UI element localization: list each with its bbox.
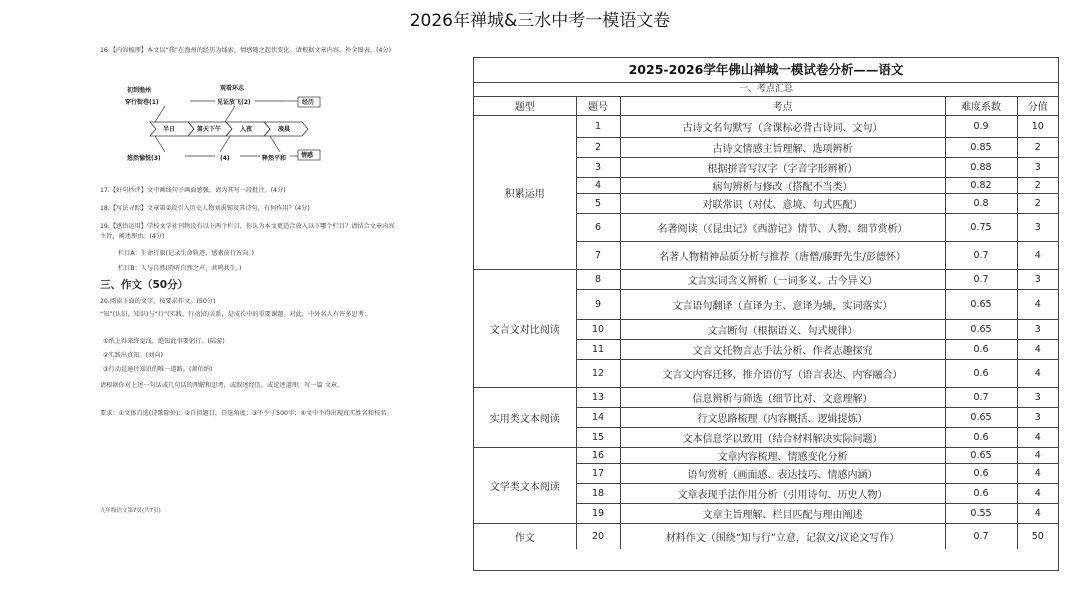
question-20-requirements: 要求：①文体自选(诗歌除外)；②自拟题目，自选角度；③不少于500字；④文中不得出现真实姓名和校名。 xyxy=(100,410,393,417)
no-cell: 17 xyxy=(576,463,620,483)
type-cell: 积累运用 xyxy=(474,115,576,269)
flow-diagram xyxy=(125,84,375,184)
no-cell: 2 xyxy=(576,137,620,157)
column-b: 栏目B：人与自然(聆听自然之声，共鸣共生。) xyxy=(118,265,242,272)
no-cell: 9 xyxy=(576,289,620,319)
question-16: 16.【内容梳理】本文以“我”在渔州的经历为线索，情感随之起伏变化。请根据文章内容，补全图表。(4分) xyxy=(100,47,392,54)
question-17: 17.【好句抄评】文中画线句子画面感强，请为其写一段批注。(4分) xyxy=(100,187,286,194)
no-cell: 6 xyxy=(576,213,620,241)
column-a: 栏目A：生命行旅(记录生命轨迹，感素前行方向。) xyxy=(118,250,254,257)
point-cell: 名著阅读（《昆虫记》《西游记》情节、人物、细节赏析） xyxy=(620,213,945,241)
page-footer: 九年级语文第7页(共7页) xyxy=(100,508,161,514)
question-20-instruction: 请根据你对上述一句话或几句话的理解和思考，或叙述经历，或论述道理，写一篇 文章。 xyxy=(100,382,344,389)
no-cell: 16 xyxy=(576,447,620,463)
point-cell: 材料作文（围绕“知与行”立意，记叙文/议论文写作） xyxy=(620,523,945,549)
score-cell: 2 xyxy=(1017,137,1058,157)
no-cell: 14 xyxy=(576,407,620,427)
no-cell: 3 xyxy=(576,157,620,177)
score-cell: 10 xyxy=(1017,115,1058,137)
difficulty-cell: 0.55 xyxy=(945,503,1017,523)
point-cell: 行文思路梳理（内容概括、逻辑提炼） xyxy=(620,407,945,427)
section-heading: 一、考点汇总 xyxy=(474,83,1058,97)
score-cell: 2 xyxy=(1017,177,1058,193)
no-cell: 7 xyxy=(576,241,620,269)
score-cell: 3 xyxy=(1017,269,1058,289)
header-cell: 难度系数 xyxy=(945,97,1017,115)
score-cell: 4 xyxy=(1017,463,1058,483)
no-cell: 11 xyxy=(576,339,620,359)
difficulty-cell: 0.82 xyxy=(945,177,1017,193)
difficulty-cell: 0.6 xyxy=(945,339,1017,359)
table-title: 2025-2026学年佛山禅城一模试卷分析——语文 xyxy=(474,58,1058,83)
exam-page xyxy=(100,46,400,576)
quote: ③行动是通往知识的唯一道路。(萧伯纳) xyxy=(103,366,213,373)
question-20: 20.阅读下面的文字，按要求作文。(50分) xyxy=(100,298,216,305)
arrow-label: 第天下午 xyxy=(197,126,222,133)
no-cell: 4 xyxy=(576,177,620,193)
point-cell: 文言文托物言志手法分析、作者志趣探究 xyxy=(620,339,945,359)
arrow-label: 凌晨 xyxy=(278,126,291,133)
point-cell: 文言实词含义辨析（一词多义、古今异义） xyxy=(620,269,945,289)
difficulty-cell: 0.65 xyxy=(945,407,1017,427)
points-table xyxy=(474,97,1058,549)
header-cell: 考点 xyxy=(620,97,945,115)
difficulty-cell: 0.88 xyxy=(945,157,1017,177)
point-cell: 病句辨析与修改（搭配不当类） xyxy=(620,177,945,193)
header-cell: 题型 xyxy=(474,97,576,115)
no-cell: 12 xyxy=(576,359,620,387)
quote: ①纸上得来终觉浅，绝知此事要躬行。(陆游) xyxy=(103,338,225,345)
no-cell: 10 xyxy=(576,319,620,339)
point-cell: 文章内容梳理、情感变化分析 xyxy=(620,447,945,463)
point-cell: 文本信息学以致用（结合材料解决实际问题） xyxy=(620,427,945,447)
difficulty-cell: 0.7 xyxy=(945,387,1017,407)
diagram-box-label: 经历 xyxy=(302,99,315,106)
diagram-box-label: 情感 xyxy=(301,152,314,159)
difficulty-cell: 0.65 xyxy=(945,447,1017,463)
no-cell: 19 xyxy=(576,503,620,523)
point-cell: 文言断句（根据语义、句式规律） xyxy=(620,319,945,339)
table-row xyxy=(474,387,1058,407)
score-cell: 4 xyxy=(1017,339,1058,359)
difficulty-cell: 0.85 xyxy=(945,137,1017,157)
difficulty-cell: 0.7 xyxy=(945,523,1017,549)
score-cell: 3 xyxy=(1017,387,1058,407)
table-row xyxy=(474,447,1058,463)
type-cell: 文学类文本阅读 xyxy=(474,447,576,523)
header-cell: 题号 xyxy=(576,97,620,115)
type-cell: 实用类文本阅读 xyxy=(474,387,576,447)
table-row xyxy=(474,269,1058,289)
difficulty-cell: 0.6 xyxy=(945,359,1017,387)
score-cell: 2 xyxy=(1017,193,1058,213)
score-cell: 4 xyxy=(1017,503,1058,523)
no-cell: 18 xyxy=(576,483,620,503)
type-cell: 文言文对比阅读 xyxy=(474,269,576,387)
difficulty-cell: 0.6 xyxy=(945,483,1017,503)
table-row xyxy=(474,115,1058,137)
score-cell: 3 xyxy=(1017,157,1058,177)
point-cell: 对联常识（对仗、意境、句式匹配） xyxy=(620,193,945,213)
no-cell: 13 xyxy=(576,387,620,407)
diagram-top-label: 观看环志 xyxy=(220,85,245,92)
difficulty-cell: 0.7 xyxy=(945,241,1017,269)
difficulty-cell: 0.7 xyxy=(945,269,1017,289)
diagram-mid-label: 穿行街巷(1) xyxy=(125,99,159,106)
point-cell: 信息辨析与筛选（细节比对、文意理解） xyxy=(620,387,945,407)
question-19: 19.【感悟运用】学校文学社刊物设有以下两个栏目，你认为本文更适合放入以下哪个栏目？请结合文章内容主旨，阐述理由。(4分) xyxy=(100,223,395,240)
diagram-top-label: 初到渔州 xyxy=(127,87,152,94)
question-18: 18.【写法寻踪】文章第②段引入历史人物刘禹锡及其诗句，有何作用？(4分) xyxy=(100,205,310,212)
difficulty-cell: 0.6 xyxy=(945,463,1017,483)
table-header-row xyxy=(474,97,1058,115)
difficulty-cell: 0.6 xyxy=(945,427,1017,447)
type-cell: 作文 xyxy=(474,523,576,549)
arrow-label: 入夜 xyxy=(240,126,253,133)
point-cell: 文章主旨理解、栏目匹配与理由阐述 xyxy=(620,503,945,523)
point-cell: 名著人物精神品质分析与推荐（唐僧/藤野先生/彭德怀） xyxy=(620,241,945,269)
score-cell: 3 xyxy=(1017,213,1058,241)
section-heading: 三、作文（50分） xyxy=(100,279,189,291)
score-cell: 4 xyxy=(1017,241,1058,269)
header-cell: 分值 xyxy=(1017,97,1058,115)
point-cell: 文言文内容迁移、推介语仿写（语言表达、内容融合） xyxy=(620,359,945,387)
arrow-label: 半日 xyxy=(163,126,176,133)
point-cell: 古诗文名句默写（含课标必背古诗词、文句） xyxy=(620,115,945,137)
score-cell: 50 xyxy=(1017,523,1058,549)
no-cell: 1 xyxy=(576,115,620,137)
diagram-bottom-label: 悠然愉悦(3) xyxy=(127,155,161,162)
point-cell: 根据拼音写汉字（字音字形辨析） xyxy=(620,157,945,177)
no-cell: 20 xyxy=(576,523,620,549)
point-cell: 古诗文情感主旨理解、选项辨析 xyxy=(620,137,945,157)
score-cell: 4 xyxy=(1017,483,1058,503)
point-cell: 语句赏析（画面感、表达技巧、情感内涵） xyxy=(620,463,945,483)
page-title: 2026年禅城&三水中考一模语文卷 xyxy=(409,11,671,31)
question-20-passage: “知”(认识、知识)与“行”(实践、行动)的关系，是成长中的重要课题。对此，中外名人有许多思考： xyxy=(100,311,370,318)
analysis-table xyxy=(473,57,1059,571)
no-cell: 8 xyxy=(576,269,620,289)
no-cell: 15 xyxy=(576,427,620,447)
difficulty-cell: 0.8 xyxy=(945,193,1017,213)
point-cell: 文章表现手法作用分析（引用诗句、历史人物） xyxy=(620,483,945,503)
score-cell: 3 xyxy=(1017,407,1058,427)
point-cell: 文言语句翻译（直译为主、意译为辅，实词落实） xyxy=(620,289,945,319)
difficulty-cell: 0.75 xyxy=(945,213,1017,241)
diagram-bottom-label: (4) xyxy=(220,155,230,162)
table-row xyxy=(474,523,1058,549)
score-cell: 3 xyxy=(1017,319,1058,339)
diagram-bottom-label: 释然平和 xyxy=(262,155,287,162)
quote: ②实践出真知。(刘向) xyxy=(103,352,163,359)
no-cell: 5 xyxy=(576,193,620,213)
diagram-mid-label: 见证放飞(2) xyxy=(217,99,251,106)
score-cell: 4 xyxy=(1017,447,1058,463)
difficulty-cell: 0.9 xyxy=(945,115,1017,137)
difficulty-cell: 0.65 xyxy=(945,319,1017,339)
score-cell: 4 xyxy=(1017,427,1058,447)
score-cell: 4 xyxy=(1017,289,1058,319)
score-cell: 4 xyxy=(1017,359,1058,387)
difficulty-cell: 0.65 xyxy=(945,289,1017,319)
